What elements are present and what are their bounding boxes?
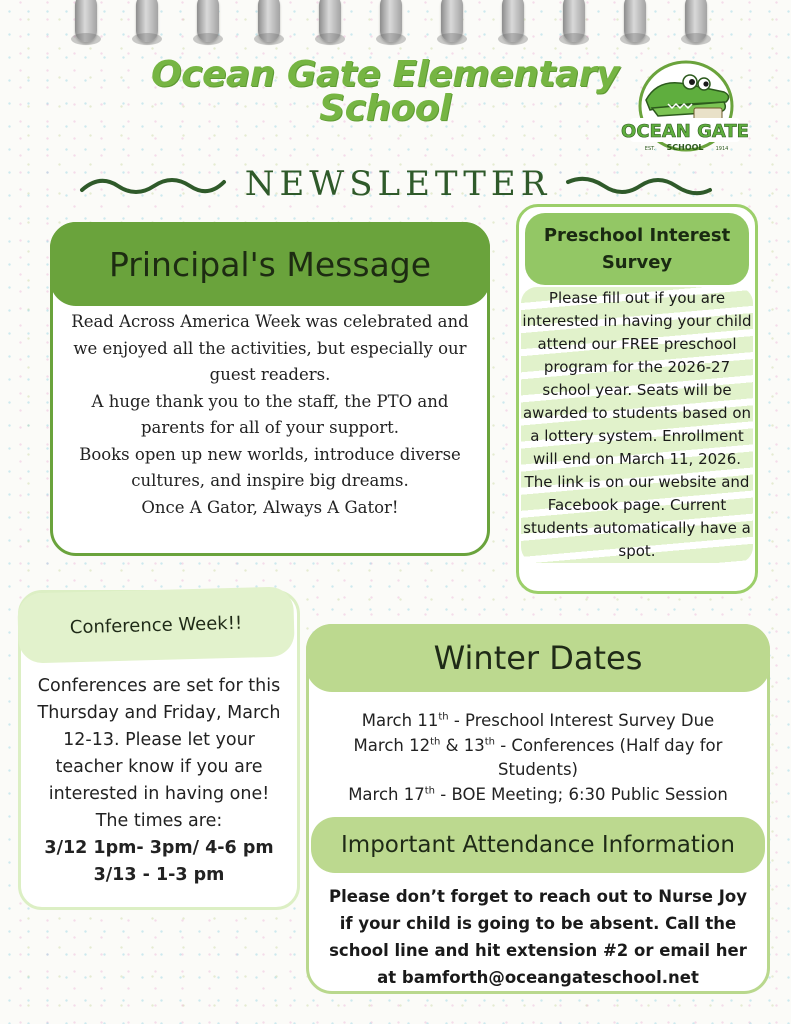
preschool-survey-body: Please fill out if you are interested in having your child attend our FREE preschool program for the 2026-27 school year. Seats will be awarded to students based on a lottery system. Enrollment will end on March 11, 2026. The link is on our website and Facebook page. Current students automatically have a spot. [521,287,753,563]
principal-message-body [61,309,479,521]
spiral-ring-icon [502,0,524,42]
wave-right-icon [564,172,714,198]
newsletter-banner [78,162,718,206]
winter-date-item: March 11th - Preschool Interest Survey Due [361,711,715,730]
newsletter-title: NEWSLETTER [244,164,552,204]
conference-week-card [18,590,300,910]
winter-dates-list [323,709,753,807]
logo-sub: SCHOOL [666,143,704,152]
conference-text: Conferences are set for this Thursday and Friday, March 12-13. Please let your teacher know if you are interested in having one! The times are: [37,676,281,831]
logo-name: OCEAN GATE [621,121,749,142]
principal-line: Read Across America Week was celebrated and we enjoyed all the activities, but especially our guest readers. [71,312,469,384]
spiral-ring-icon [624,0,646,42]
school-logo [621,58,749,166]
principal-line: A huge thank you to the staff, the PTO and parents for all of your support. [91,391,449,437]
principal-line: Once A Gator, Always A Gator! [141,497,399,517]
winter-date-item: March 12th & 13th - Conferences (Half day for Students) [353,735,723,779]
spiral-ring-icon [380,0,402,42]
winter-dates-title: Winter Dates [306,624,770,692]
preschool-survey-card [516,204,758,594]
winter-dates-card [306,624,770,994]
spiral-ring-icon [319,0,341,42]
attendance-title: Important Attendance Information [311,817,765,873]
spiral-ring-icon [685,0,707,42]
principal-message-header [50,222,490,306]
preschool-survey-title: Preschool Interest Survey [525,213,749,285]
conference-time: 3/12 1pm- 3pm/ 4-6 pm [44,838,274,858]
logo-est-label: EST. [644,146,656,152]
conference-time: 3/13 - 1-3 pm [93,865,225,885]
spiral-ring-icon [563,0,585,42]
principal-line: Books open up new worlds, introduce diverse cultures, and inspire big dreams. [79,444,461,490]
spiral-ring-icon [197,0,219,42]
school-title: Ocean Gate Elementary School [151,54,619,129]
conference-week-body [31,673,287,889]
logo-est-year: 1914 [715,146,729,152]
spiral-ring-icon [136,0,158,42]
spiral-ring-icon [441,0,463,42]
conference-week-title: Conference Week!! [17,586,295,663]
principal-message-card [50,222,490,556]
attendance-body: Please don’t forget to reach out to Nurse Joy if your child is going to be absent. Call the school line and hit extension #2 or email her at bamforth@oceangateschool.net [329,887,747,987]
winter-date-item: March 17th - BOE Meeting; 6:30 Public Session [348,784,728,804]
spiral-ring-icon [258,0,280,42]
spiral-ring-icon [75,0,97,42]
principal-message-title: Principal's Message [108,244,431,284]
